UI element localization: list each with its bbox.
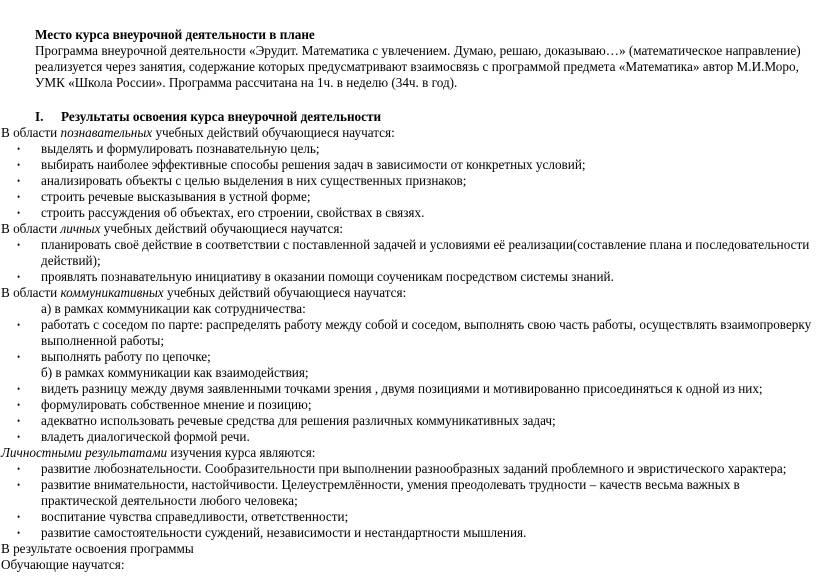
personal-results-post: изучения курса являются:	[167, 445, 316, 460]
bullet-icon: •	[17, 400, 21, 410]
list-item-text: воспитание чувства справедливости, ответственности;	[41, 509, 349, 524]
personal-area-pre: В области	[1, 221, 61, 236]
list-item	[1, 269, 813, 285]
list-item-text: формулировать собственное мнение и позицию;	[41, 397, 312, 412]
list-item	[1, 477, 813, 509]
list-item	[1, 141, 813, 157]
list-item	[1, 205, 813, 221]
personal-area-post: учебных действий обучающиеся научатся:	[100, 221, 344, 236]
bullet-icon: •	[17, 320, 21, 330]
list-item-text: проявлять познавательную инициативу в оказании помощи соученикам посредством системы знаний.	[41, 269, 614, 284]
list-item-text: работать с соседом по парте: распределять работу между собой и соседом, выполнять свою часть работы, осуществлять взаимопроверку выполненной работы;	[41, 317, 812, 348]
bullet-icon: •	[17, 160, 21, 170]
bullet-icon: •	[17, 480, 21, 490]
results-body	[1, 125, 813, 573]
communicative-sub-a: а) в рамках коммуникации как сотрудничества:	[41, 301, 306, 316]
bullet-icon: •	[17, 208, 21, 218]
bullet-icon: •	[17, 384, 21, 394]
bullet-icon: •	[17, 416, 21, 426]
list-item	[1, 349, 813, 365]
bullet-icon: •	[17, 512, 21, 522]
bullet-icon: •	[17, 240, 21, 250]
list-item-text: владеть диалогической формой речи.	[41, 429, 250, 444]
list-item-text: выполнять работу по цепочке;	[41, 349, 211, 364]
bullet-icon: •	[17, 352, 21, 362]
results-heading	[35, 109, 381, 125]
personal-results-em: Личностными результатами	[1, 445, 168, 460]
bullet-icon: •	[17, 464, 21, 474]
list-item	[1, 173, 813, 189]
personal-area-intro	[1, 221, 813, 237]
list-item-text: выбирать наиболее эффективные способы решения задач в зависимости от конкретных условий;	[41, 157, 586, 172]
list-item	[1, 509, 813, 525]
list-item	[1, 189, 813, 205]
list-item-text: выделять и формулировать познавательную цель;	[41, 141, 320, 156]
list-item	[1, 461, 813, 477]
plan-title: Место курса внеурочной деятельности в плане	[35, 27, 315, 42]
outcome-line-1: В результате освоения программы	[1, 541, 194, 556]
list-item-text: строить речевые высказывания в устной форме;	[41, 189, 311, 204]
communicative-em: коммуникативных	[60, 285, 164, 300]
list-item-text: развитие внимательности, настойчивости. Целеустремлённости, умения преодолевать трудности – качеств весьма важных в практической деятельности любого человека;	[41, 477, 740, 508]
results-number: I.	[35, 109, 44, 124]
cognitive-em: познавательных	[60, 125, 153, 140]
cognitive-pre: В области	[1, 125, 61, 140]
cognitive-intro	[1, 125, 813, 141]
communicative-post: учебных действий обучающиеся научатся:	[163, 285, 407, 300]
list-item-text: развитие любознательности. Сообразительности при выполнении разнообразных заданий проблемного и эвристического характера;	[41, 461, 787, 476]
bullet-icon: •	[17, 272, 21, 282]
bullet-icon: •	[17, 192, 21, 202]
list-item	[1, 525, 813, 541]
list-item	[1, 237, 813, 269]
personal-results-intro	[1, 445, 813, 461]
plan-section	[35, 27, 805, 91]
personal-area-em: личных	[60, 221, 101, 236]
communicative-pre: В области	[1, 285, 61, 300]
results-title: Результаты освоения курса внеурочной деятельности	[61, 109, 382, 124]
bullet-icon: •	[17, 176, 21, 186]
bullet-icon: •	[17, 528, 21, 538]
list-item	[1, 381, 813, 397]
list-item-text: строить рассуждения об объектах, его строении, свойствах в связях.	[41, 205, 425, 220]
list-item-text: развитие самостоятельности суждений, независимости и нестандартности мышления.	[41, 525, 527, 540]
communicative-sub-b: б) в рамках коммуникации как взаимодействия;	[41, 365, 309, 380]
cognitive-post: учебных действий обучающиеся научатся:	[152, 125, 395, 140]
bullet-icon: •	[17, 432, 21, 442]
list-item	[1, 413, 813, 429]
outcome-line-2: Обучающие научатся:	[1, 557, 125, 572]
communicative-intro	[1, 285, 813, 301]
plan-text: Программа внеурочной деятельности «Эрудит. Математика с увлечением. Думаю, решаю, доказываю…» (математическое направление) реализуется через занятия, содержание которых предусматривают взаимосвязь с программой предмета «Математика» автор М.И.Моро, УМК «Школа России». Программа рассчитана на 1ч. в неделю (34ч. в год).	[35, 43, 801, 90]
list-item	[1, 429, 813, 445]
list-item-text: планировать своё действие в соответствии с поставленной задачей и условиями её реализации(составление плана и последовательности действий);	[41, 237, 810, 268]
list-item	[1, 317, 813, 349]
list-item	[1, 397, 813, 413]
list-item-text: анализировать объекты с целью выделения в них существенных признаков;	[41, 173, 467, 188]
list-item-text: видеть разницу между двумя заявленными точками зрения , двумя позициями и мотивированно присоединяться к одной из них;	[41, 381, 763, 396]
list-item	[1, 157, 813, 173]
list-item-text: адекватно использовать речевые средства для решения различных коммуникативных задач;	[41, 413, 556, 428]
bullet-icon: •	[17, 144, 21, 154]
